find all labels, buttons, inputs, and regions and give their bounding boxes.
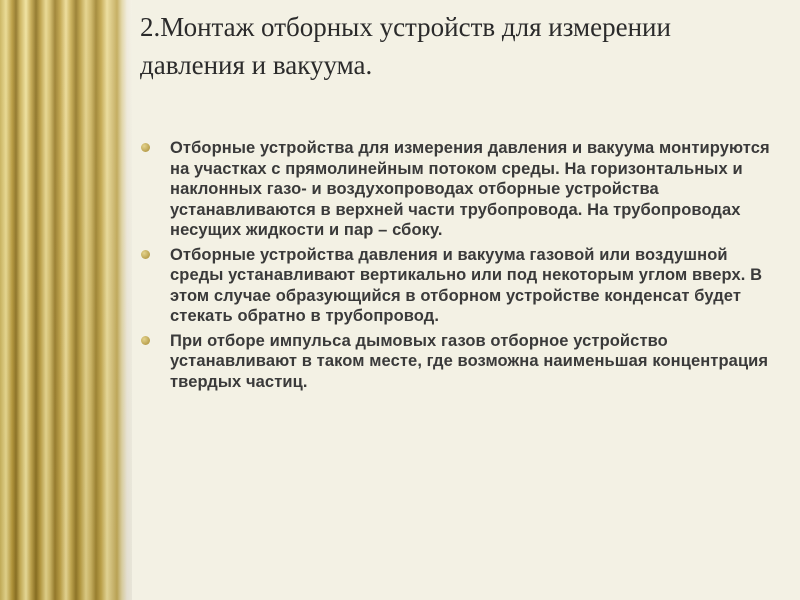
bullet-item [140,331,780,393]
bullet-text: Отборные устройства для измерения давления и вакуума монтируются на участках с прямолинейным потоком среды. На горизонтальных и наклонных газо- и воздухопроводах отборные устройства устанавливаются в верхней части трубопровода. На трубопроводах несущих жидкости и пар – сбоку. [170,139,770,239]
bullet-item [140,245,780,327]
bullet-dot-icon [141,250,150,259]
bullet-text: Отборные устройства давления и вакуума газовой или воздушной среды устанавливают вертикально или под некоторым углом вверх. В этом случае образующийся в отборном устройстве конденсат будет стекать обратно в трубопровод. [170,245,763,325]
bullet-list [140,138,780,396]
bullet-dot-icon [141,336,150,345]
bullet-dot-icon [141,143,150,152]
bullet-item [140,138,780,241]
slide-title: 2.Монтаж отборных устройств для измерении давления и вакуума. [140,12,671,80]
curtain-decoration [0,0,132,600]
bullet-text: При отборе импульса дымовых газов отборное устройство устанавливают в таком месте, где возможна наименьшая концентрация твердых частиц. [170,331,769,391]
